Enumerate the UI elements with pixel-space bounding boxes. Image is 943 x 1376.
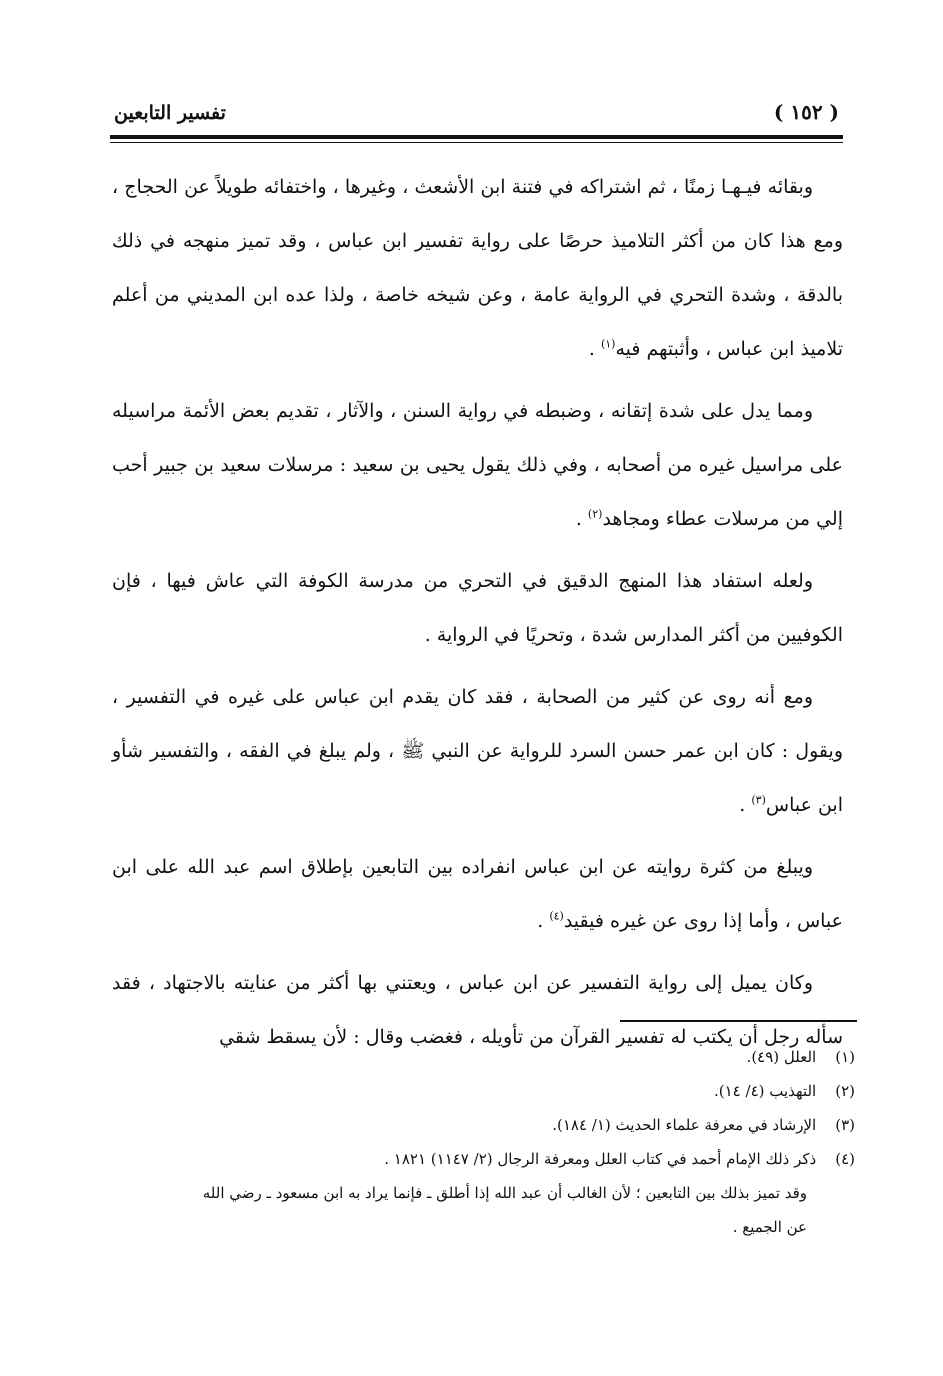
paragraph-text: ولعله استفاد هذا المنهج الدقيق في التحري من مدرسة الكوفة التي عاش فيها ، فإن الكوفيين من أكثر المدارس شدة ، وتحريًا في الرواية .	[112, 570, 843, 646]
footnote-number: (٣)	[835, 1116, 855, 1134]
footnote-continuation: وقد تميز بذلك بين التابعين ؛ لأن الغالب أن عبد الله إذا أطلق ـ فإنما يراد به ابن مسعود ـ رضي الله	[202, 1184, 807, 1202]
footnote-separator	[620, 1020, 857, 1022]
footnote-text: الإرشاد في معرفة علماء الحديث (١/ ١٨٤).	[552, 1116, 817, 1134]
footnote	[112, 1074, 855, 1108]
page-header	[110, 96, 843, 134]
period: .	[575, 508, 582, 530]
footnote	[112, 1142, 855, 1176]
paragraph-text: وكان يميل إلى رواية التفسير عن ابن عباس ، ويعتني بها أكثر من عنايته بالاجتهاد ، فقد سأله رجل أن يكتب له تفسير القرآن من تأويله ، فغضب وقال : لأن يسقط شقي	[112, 972, 843, 1048]
footnote-text: التهذيب (٤/ ١٤).	[714, 1082, 817, 1100]
footnote-marker: (٢)	[587, 507, 603, 521]
footnote-number: (١)	[835, 1048, 855, 1066]
paragraph-text: ويبلغ من كثرة روايته عن ابن عباس انفراده بين التابعين بإطلاق اسم عبد الله على ابن عباس ، وأما إذا روى عن غيره فيقيد	[112, 856, 843, 932]
period: .	[739, 794, 746, 816]
paragraph-text: وبقائه فيـهـا زمنًا ، ثم اشتراكه في فتنة ابن الأشعث ، وغيرها ، واختفائه طويلاً عن الحجاج ، ومع هذا كان من أكثر التلاميذ حرصًا على رواية تفسير ابن عباس ، وقد تميز منهجه في ذلك بالدقة ، وشدة التحري في الرواية عامة ، وعن شيخه خاصة ، ولذا عده ابن المديني من أعلم تلاميذ ابن عباس ، وأثبتهم فيه	[112, 176, 843, 360]
footnote-text: العلل (٤٩).	[746, 1048, 817, 1066]
main-text	[112, 160, 843, 1072]
footnote-number: (٤)	[835, 1150, 855, 1168]
paragraph	[112, 670, 843, 832]
period: .	[588, 338, 595, 360]
paragraph	[112, 384, 843, 546]
header-rule-thin	[110, 142, 843, 143]
footnote-number: (٢)	[835, 1082, 855, 1100]
footnote-text: ذكر ذلك الإمام أحمد في كتاب العلل ومعرفة الرجال (٢/ ١١٤٧) ١٨٢١ .	[384, 1150, 817, 1168]
footnote-continuation: عن الجميع .	[732, 1218, 807, 1236]
running-title: تفسير التابعين	[114, 102, 226, 124]
footnotes	[112, 1040, 855, 1244]
footnote-marker: (٤)	[549, 909, 564, 923]
header-rule-thick	[110, 135, 843, 139]
footnote	[112, 1108, 855, 1142]
paragraph	[112, 840, 843, 948]
paragraph-text: ومما يدل على شدة إتقانه ، وضبطه في رواية السنن ، والآثار ، تقديم بعض الأئمة مراسيله على مراسيل غيره من أصحابه ، وفي ذلك يقول يحيى بن سعيد : مرسلات سعيد بن جبير أحب إلي من مرسلات عطاء ومجاهد	[112, 400, 843, 530]
footnote	[112, 1040, 855, 1074]
paragraph	[112, 160, 843, 376]
paragraph	[112, 554, 843, 662]
page-number: ( ١٥٢ )	[773, 100, 839, 124]
footnote-marker: (١)	[600, 337, 616, 351]
paragraph-text: ومع أنه روى عن كثير من الصحابة ، فقد كان يقدم ابن عباس على غيره في التفسير ، ويقول : كان ابن عمر حسن السرد للرواية عن النبي ﷺ ، ولم يبلغ في الفقه ، والتفسير شأو ابن عباس	[112, 686, 843, 816]
footnote-marker: (٣)	[751, 793, 766, 807]
period: .	[537, 910, 544, 932]
